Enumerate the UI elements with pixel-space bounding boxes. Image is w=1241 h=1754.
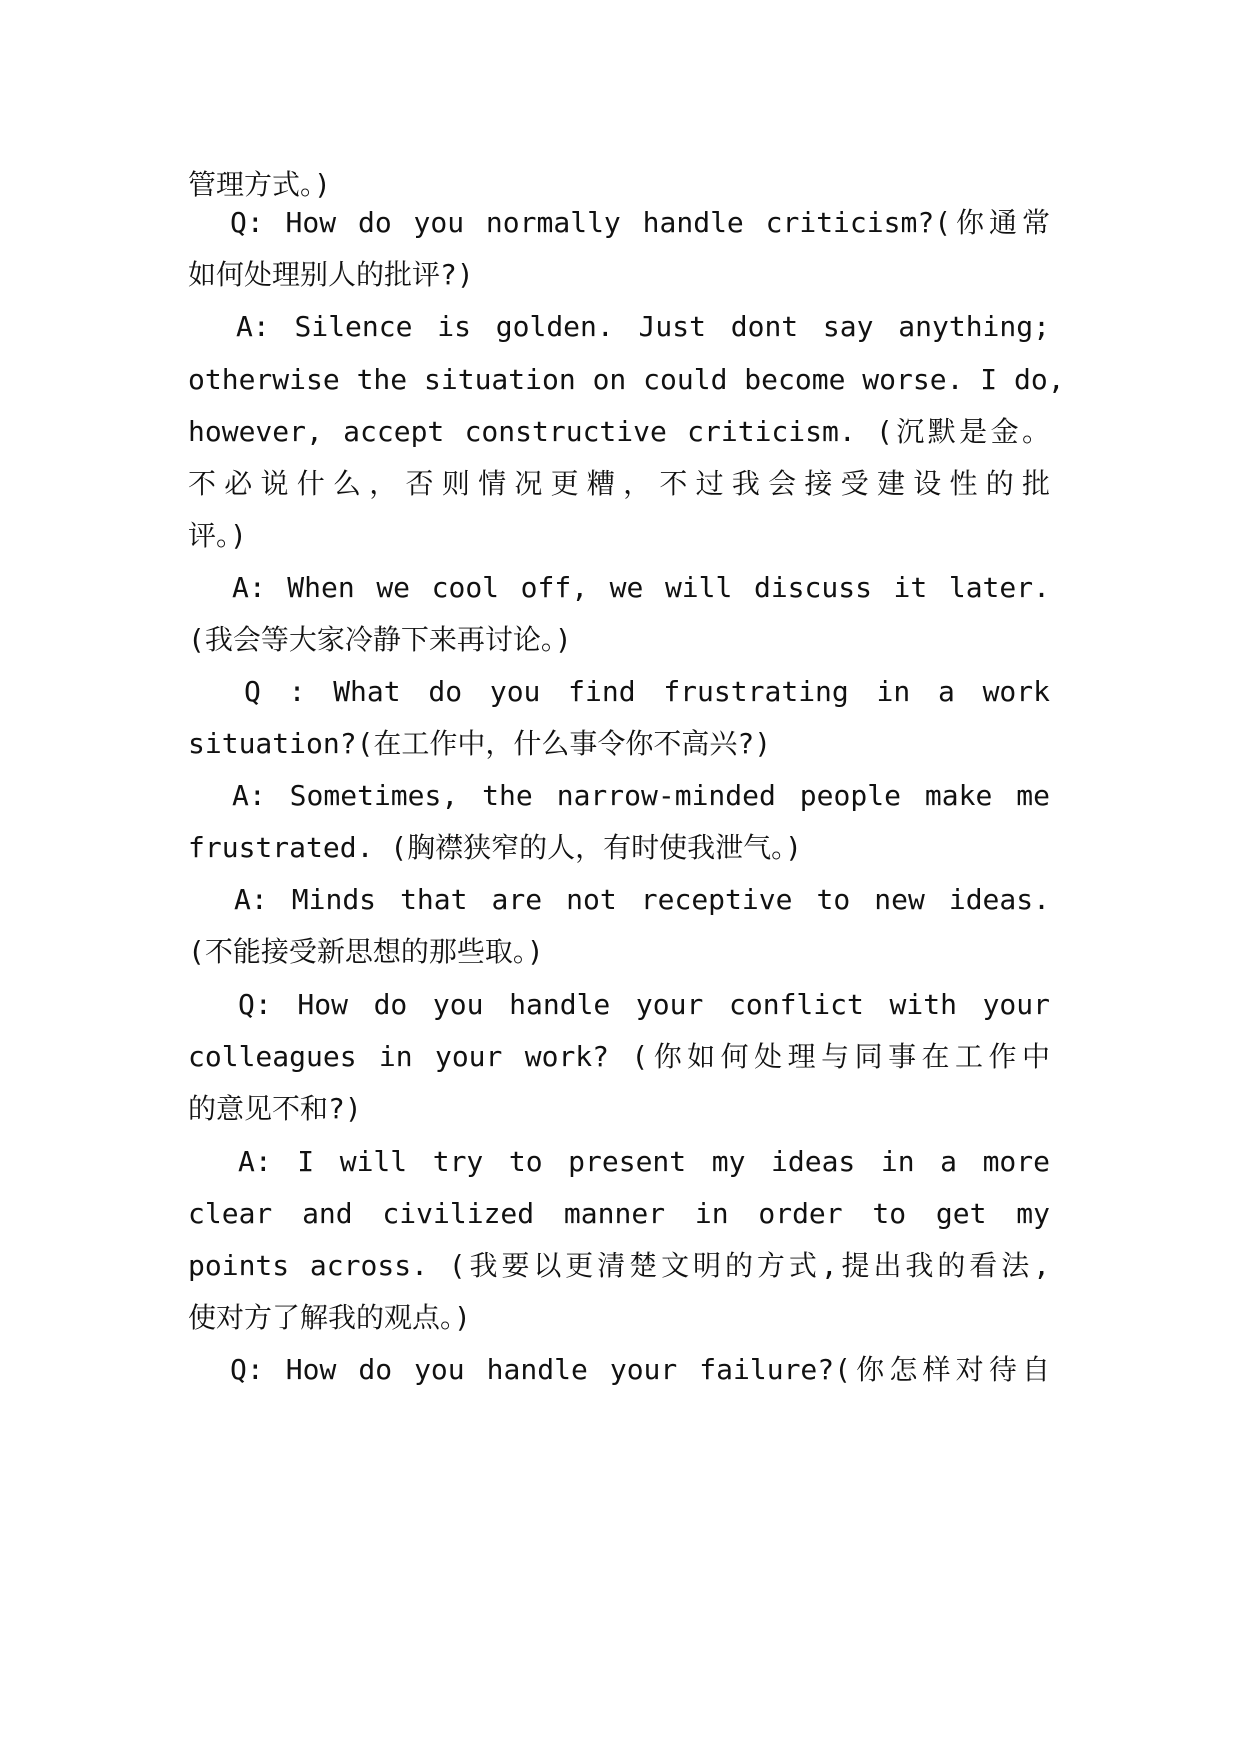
text-line: colleagues in your work? (你如何处理与同事在工作中: [188, 1040, 1050, 1073]
answer-line: A: I will try to present my ideas in a more: [238, 1145, 1050, 1178]
question-line: Q: How do you handle your failure?(你怎样对待自: [230, 1353, 1050, 1386]
text-line: otherwise the situation on could become worse. I do,: [188, 363, 1065, 396]
answer-line: A: Sometimes, the narrow-minded people make me: [232, 779, 1050, 812]
text-line: 不必说什么，否则情况更糟，不过我会接受建设性的批: [188, 467, 1050, 500]
question-line: Q : What do you find frustrating in a work: [244, 675, 1050, 708]
question-line: Q: How do you handle your conflict with your: [238, 988, 1050, 1021]
answer-line: A: Minds that are not receptive to new ideas.: [234, 883, 1050, 916]
text-line: however, accept constructive criticism. (沉默是金。: [188, 415, 1050, 448]
text-line: 评。): [188, 519, 247, 552]
text-line: frustrated. (胸襟狭窄的人，有时使我泄气。): [188, 831, 803, 864]
text-line: (不能接受新思想的那些取。): [188, 935, 544, 968]
text-line: situation?(在工作中，什么事令你不高兴?): [188, 727, 772, 760]
text-line: points across. (我要以更清楚文明的方式,提出我的看法,: [188, 1249, 1050, 1282]
text-line: 使对方了解我的观点。): [188, 1301, 471, 1334]
text-line: 的意见不和?): [188, 1092, 362, 1125]
text-line: 管理方式。): [188, 168, 331, 201]
text-line: 如何处理别人的批评?): [188, 258, 474, 291]
question-line: Q: How do you normally handle criticism?(你通常: [230, 206, 1050, 239]
text-line: (我会等大家冷静下来再讨论。): [188, 623, 572, 656]
answer-line: A: When we cool off, we will discuss it later.: [232, 571, 1050, 604]
text-line: clear and civilized manner in order to get my: [188, 1197, 1050, 1230]
answer-line: A: Silence is golden. Just dont say anything;: [236, 310, 1050, 343]
